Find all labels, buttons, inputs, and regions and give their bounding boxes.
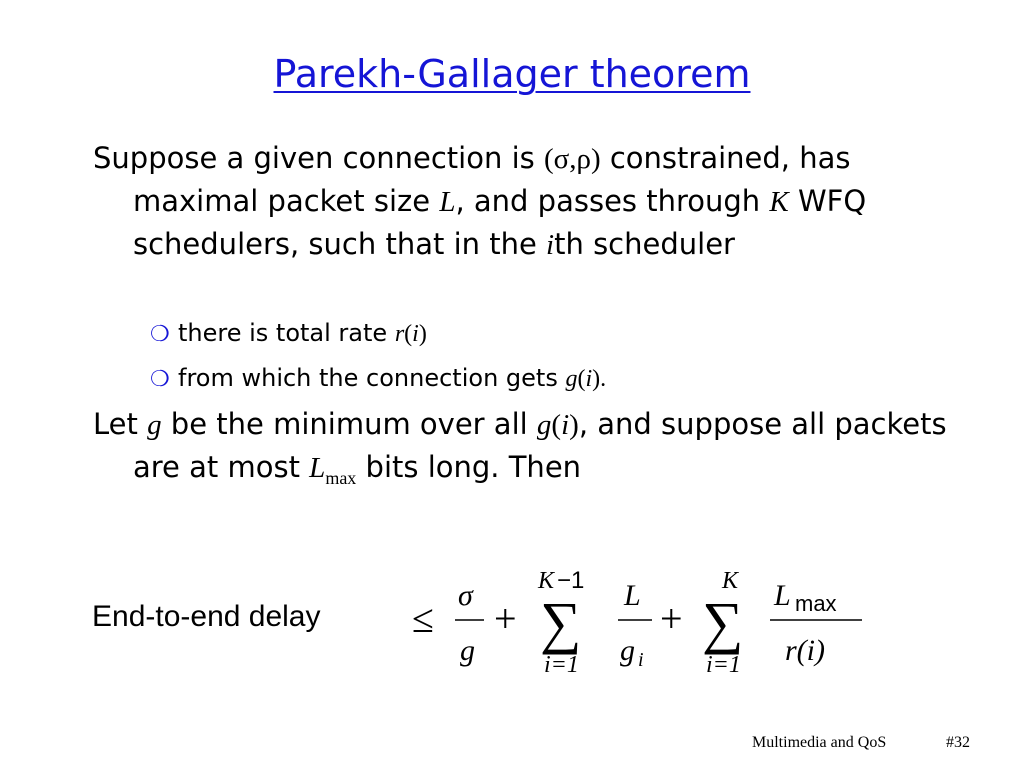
lmax-l-symbol: L: [774, 579, 791, 612]
sum2-symbol: ∑: [702, 590, 744, 655]
sigma-symbol: σ: [458, 579, 473, 612]
paragraph-minimum-rate: Let g be the minimum over all g(i), and suppose all packets are at most $L_{max}$ bits long. Then: [93, 407, 947, 488]
r-of-i: r(i): [785, 634, 825, 667]
sum1-symbol: ∑: [540, 590, 582, 655]
bullet-connection-gets: ❍ from which the connection gets g(i).: [150, 361, 606, 397]
g-symbol: g: [460, 634, 475, 667]
bullet-icon: ❍: [150, 322, 170, 347]
bullet-icon: ❍: [150, 367, 170, 392]
slide-number: #32: [946, 734, 970, 751]
lmax-subscript: max: [795, 591, 837, 616]
g-i-subscript: i: [638, 649, 644, 671]
slide-title: Parekh-Gallager theorem: [273, 52, 751, 96]
sum1-lower: i=1: [544, 652, 579, 678]
plus-symbol: +: [494, 596, 517, 641]
paragraph-connection-assumptions: Suppose a given connection is (σ,ρ) constrained, has maximal packet size L, and passes through K WFQ schedulers, such that in the ith scheduler: [93, 141, 867, 261]
g-i-symbol: g: [620, 634, 635, 667]
equation-label: End-to-end delay: [92, 600, 321, 633]
bullet-total-rate: ❍ there is total rate r(i): [150, 316, 427, 352]
sum1-upper-k: K: [538, 568, 555, 594]
sum2-lower: i=1: [706, 652, 741, 678]
plus-symbol: +: [660, 596, 683, 641]
sum2-upper-k: K: [722, 568, 739, 594]
leq-symbol: ≤: [412, 596, 434, 641]
l-symbol: L: [624, 579, 641, 612]
footer-course-title: Multimedia and QoS: [752, 734, 887, 751]
sum1-upper-minus-one: −1: [557, 567, 585, 594]
